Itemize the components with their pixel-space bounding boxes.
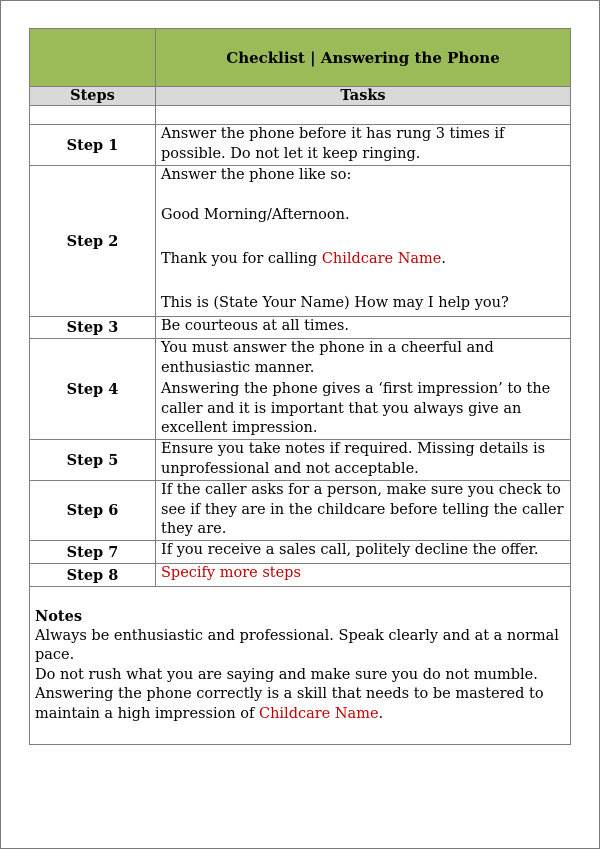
step-row <box>30 166 571 317</box>
step-label: Step 4 <box>30 339 156 440</box>
notes-text: Always be enthusiastic and professional. Speak clearly and at a normal pace. <box>35 627 559 663</box>
step-task <box>156 339 571 440</box>
step-task <box>156 481 571 541</box>
step-label: Step 1 <box>30 125 156 166</box>
notes-row <box>30 587 571 745</box>
task-text: Answer the phone like so: <box>161 167 352 183</box>
step-label: Step 2 <box>30 166 156 317</box>
spacer-cell <box>156 106 571 125</box>
step-row <box>30 564 571 587</box>
step-task <box>156 440 571 481</box>
tasks-header: Tasks <box>156 87 571 106</box>
step-row <box>30 339 571 440</box>
task-text: Thank you for calling <box>161 251 322 267</box>
notes-text: . <box>378 705 384 722</box>
step-label: Step 7 <box>30 541 156 564</box>
task-text: Ensure you take notes if required. Missing details is unprofessional and not acceptable. <box>161 441 546 477</box>
step-row <box>30 481 571 541</box>
task-text: If you receive a sales call, politely decline the offer. <box>161 542 539 558</box>
notes-text <box>35 685 565 724</box>
task-text <box>161 250 566 270</box>
specify-more-steps-placeholder: Specify more steps <box>161 565 301 581</box>
notes-title: Notes <box>35 608 83 625</box>
notes-section <box>30 587 571 745</box>
task-text: Answering the phone gives a ‘first impression’ to the caller and it is important that you always give an excellent impression. <box>161 381 551 436</box>
step-task <box>156 125 571 166</box>
step-row <box>30 317 571 339</box>
header-row <box>30 87 571 106</box>
task-text: This is (State Your Name) How may I help you? <box>161 294 509 311</box>
title-blank-cell <box>30 29 156 87</box>
step-task <box>156 166 571 317</box>
step-task <box>156 541 571 564</box>
notes-text: Do not rush what you are saying and make sure you do not mumble. <box>35 666 538 683</box>
childcare-name-placeholder: Childcare Name <box>321 251 442 267</box>
task-text: If the caller asks for a person, make sure you check to see if they are in the childcare before telling the caller they are. <box>161 482 564 537</box>
task-text: . <box>441 251 446 267</box>
task-text: Good Morning/Afternoon. <box>161 206 350 223</box>
step-row <box>30 125 571 166</box>
spacer-row <box>30 106 571 125</box>
step-row <box>30 541 571 564</box>
step-label: Step 5 <box>30 440 156 481</box>
step-label: Step 3 <box>30 317 156 339</box>
step-task <box>156 317 571 339</box>
step-label: Step 8 <box>30 564 156 587</box>
steps-header: Steps <box>30 87 156 106</box>
task-text: You must answer the phone in a cheerful and enthusiastic manner. <box>161 340 494 376</box>
task-text: Answer the phone before it has rung 3 times if possible. Do not let it keep ringing. <box>161 126 505 162</box>
task-text: Be courteous at all times. <box>161 318 349 334</box>
step-row <box>30 440 571 481</box>
childcare-name-placeholder: Childcare Name <box>258 705 379 722</box>
step-task <box>156 564 571 587</box>
spacer-cell <box>30 106 156 125</box>
checklist-table <box>29 28 571 745</box>
step-label: Step 6 <box>30 481 156 541</box>
notes-text: Answering the phone correctly is a skill that needs to be mastered to maintain a high impression of <box>35 686 544 722</box>
title-row <box>30 29 571 87</box>
page-title: Checklist | Answering the Phone <box>156 29 571 87</box>
